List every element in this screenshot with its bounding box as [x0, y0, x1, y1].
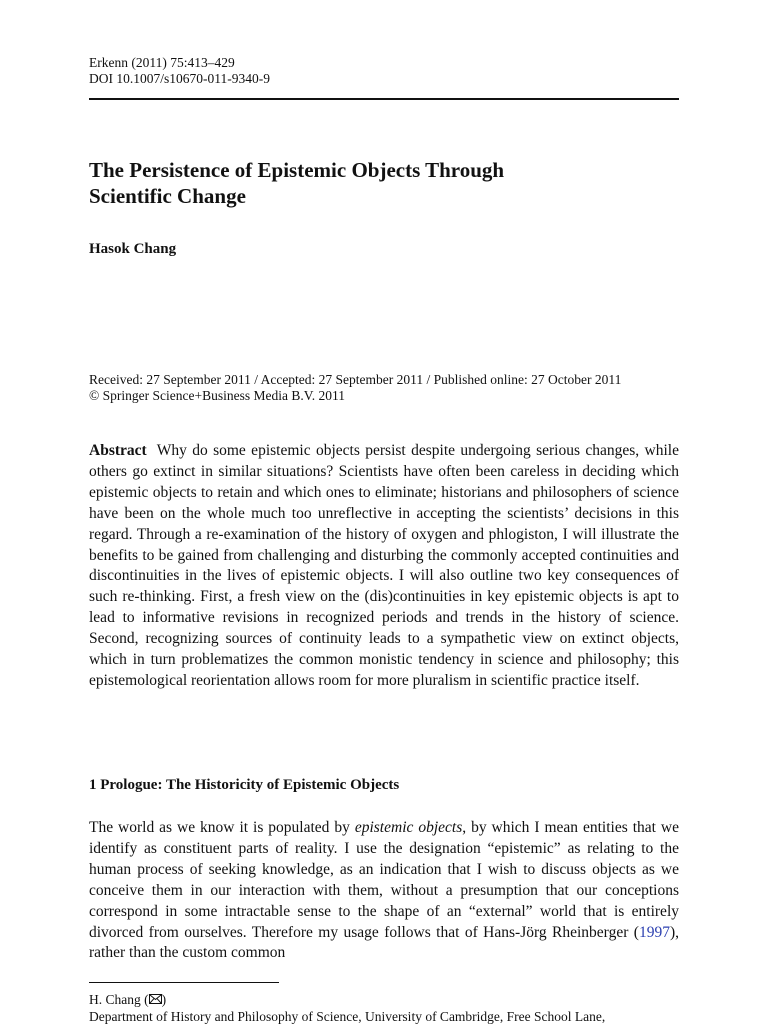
footnote-author-close: )	[161, 992, 167, 1007]
journal-header	[89, 55, 270, 87]
header-rule	[89, 98, 679, 100]
title-line-2: Scientific Change	[89, 184, 246, 208]
citation-link[interactable]: 1997	[638, 923, 670, 941]
section-heading: 1 Prologue: The Historicity of Epistemic Objects	[89, 777, 400, 793]
footnote-author-line	[89, 991, 679, 1008]
footnote	[89, 991, 679, 1025]
footnote-affiliation: Department of History and Philosophy of Science, University of Cambridge, Free School Lane,	[89, 1009, 606, 1024]
article-title	[89, 157, 679, 209]
title-line-1: The Persistence of Epistemic Objects Through	[89, 158, 505, 182]
received-accepted-dates: Received: 27 September 2011 / Accepted: 27 September 2011 / Published online: 27 October 2011	[89, 372, 622, 387]
copyright-line: © Springer Science+Business Media B.V. 2011	[89, 388, 345, 403]
abstract-text: Why do some epistemic objects persist despite undergoing serious changes, while others go extinct in similar situations? Scientists have often been careless in deciding which epistemic objects to retain and which ones to eliminate; historians and philosophers of science have been on the whole much too unreflective in accepting the scientists’ decisions in this regard. Through a re-examination of the history of oxygen and phlogiston, I will illustrate the benefits to be gained from challenging and disturbing the commonly accepted continuities and discontinuities in the lives of epistemic objects. I will also outline two key consequences of such re-thinking. First, a fresh view on the (dis)continuities in key epistemic objects is apt to lead to informative revisions in recognized periods and trends in the history of science. Second, recognizing sources of continuity leads to a sympathetic view on extinct objects, which in turn problematizes the common monistic tendency in science and philosophy; this epistemological reorientation allows room for more pluralism in scientific practice itself.	[89, 442, 679, 689]
publication-dates	[89, 372, 679, 404]
author-name: Hasok Chang	[89, 241, 177, 257]
footnote-author: H. Chang (	[89, 992, 149, 1007]
body-paragraph	[89, 818, 679, 964]
para-emphasis: epistemic objects	[354, 819, 463, 836]
para-middle: , by which I mean entities that we identify as constituent parts of reality. I use the designation “epistemic” as relating to the human process of seeking knowledge, as an indication that I wish to discuss objects as we conceive them in our interaction with them, without a presumption that our conceptions correspond in some intractable sense to the shape of an “external” world that is entirely divorced from ourselves. Therefore my usage follows that of Hans-Jörg Rheinberger (	[89, 819, 679, 941]
journal-doi: DOI 10.1007/s10670-011-9340-9	[89, 71, 270, 86]
abstract	[89, 441, 679, 692]
paper-page	[89, 0, 679, 1024]
journal-citation: Erkenn (2011) 75:413–429	[89, 55, 235, 70]
abstract-label: Abstract	[89, 442, 147, 459]
footnote-rule	[89, 982, 279, 983]
para-end: ), rather than the custom common	[89, 923, 679, 962]
envelope-icon[interactable]	[149, 994, 162, 1004]
para-start: The world as we know it is populated by	[89, 819, 355, 836]
